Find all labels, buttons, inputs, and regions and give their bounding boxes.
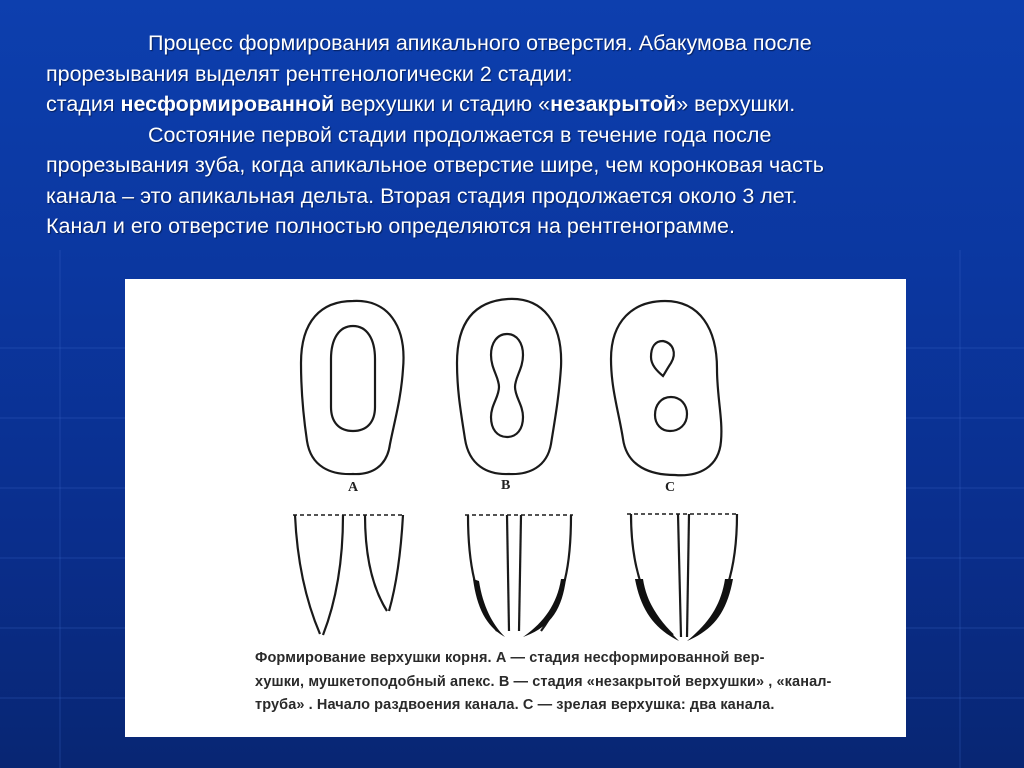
label-b: В [501,478,511,493]
text-line-6: канала – это апикальная дельта. Вторая стадия продолжается около 3 лет. [46,183,798,208]
root-c-left-inner [678,514,681,637]
caption-line-1 [255,647,885,671]
root-c-right-dentin [687,579,733,641]
text-line-7: Канал и его отверстие полностью определяются на рентгенограмме. [46,214,735,238]
caption-line-2 [255,671,885,695]
root-c-right-inner [687,514,689,637]
text-line-3-b: верхушки и стадию « [334,92,551,116]
caption-2a: хушки, мушкетоподобный апекс. [255,673,499,690]
root-b-left-dentin [473,579,505,637]
root-b-right-dentin [523,579,566,637]
text-line-3 [46,89,986,120]
root-a-left-wall [295,515,320,634]
slide-text [46,28,986,242]
label-c: С [665,480,676,495]
text-line-3-a: стадия [46,92,121,116]
caption-1-letter: А [495,650,507,666]
cross-section-b-canal [491,334,523,437]
text-line-4: Состояние первой стадии продолжается в течение года после [148,122,772,147]
root-b-left-inner [507,515,509,631]
text-line-5: прорезывания зуба, когда апикальное отверстие шире, чем коронковая часть [46,153,824,177]
cross-section-c-outer [611,301,721,475]
text-line-1: Процесс формирования апикального отверстия. Абакумова после [148,31,812,55]
caption-3b: — зрелая верхушка: два канала. [533,697,775,713]
cross-section-c-canal-top [651,341,674,376]
root-a-left-inner [323,515,343,635]
term-unformed: несформированной [120,92,335,116]
cross-section-c-canal-bottom [655,397,687,431]
text-line-2: прорезывания выделят рентгенологически 2 стадии: [46,61,573,86]
figure-caption [255,647,885,718]
label-a: А [348,480,359,495]
root-a-right-wall [389,515,403,611]
caption-1a: Формирование верхушки корня. [255,650,496,666]
term-unclosed: незакрытой [550,92,677,116]
caption-2b: — стадия «незакрытой верхушки» , «канал- [509,673,832,690]
root-b-right-wall [541,515,571,631]
root-b-right-inner [519,515,521,631]
tooth-root-figure [125,279,906,737]
root-c-left-dentin [635,579,679,641]
cross-section-b-outer [457,299,561,474]
caption-3a: труба» . Начало раздвоения канала. [255,697,523,713]
caption-line-3 [255,694,885,718]
text-line-3-c: » верхушки. [676,92,796,116]
caption-2-letter: В [498,673,510,690]
cross-section-a-canal [331,326,375,431]
root-a-right-inner [365,515,387,611]
caption-1b: — стадия несформированной вер- [506,650,765,666]
caption-3-letter: С [522,697,534,713]
root-b-left-wall [468,515,497,631]
